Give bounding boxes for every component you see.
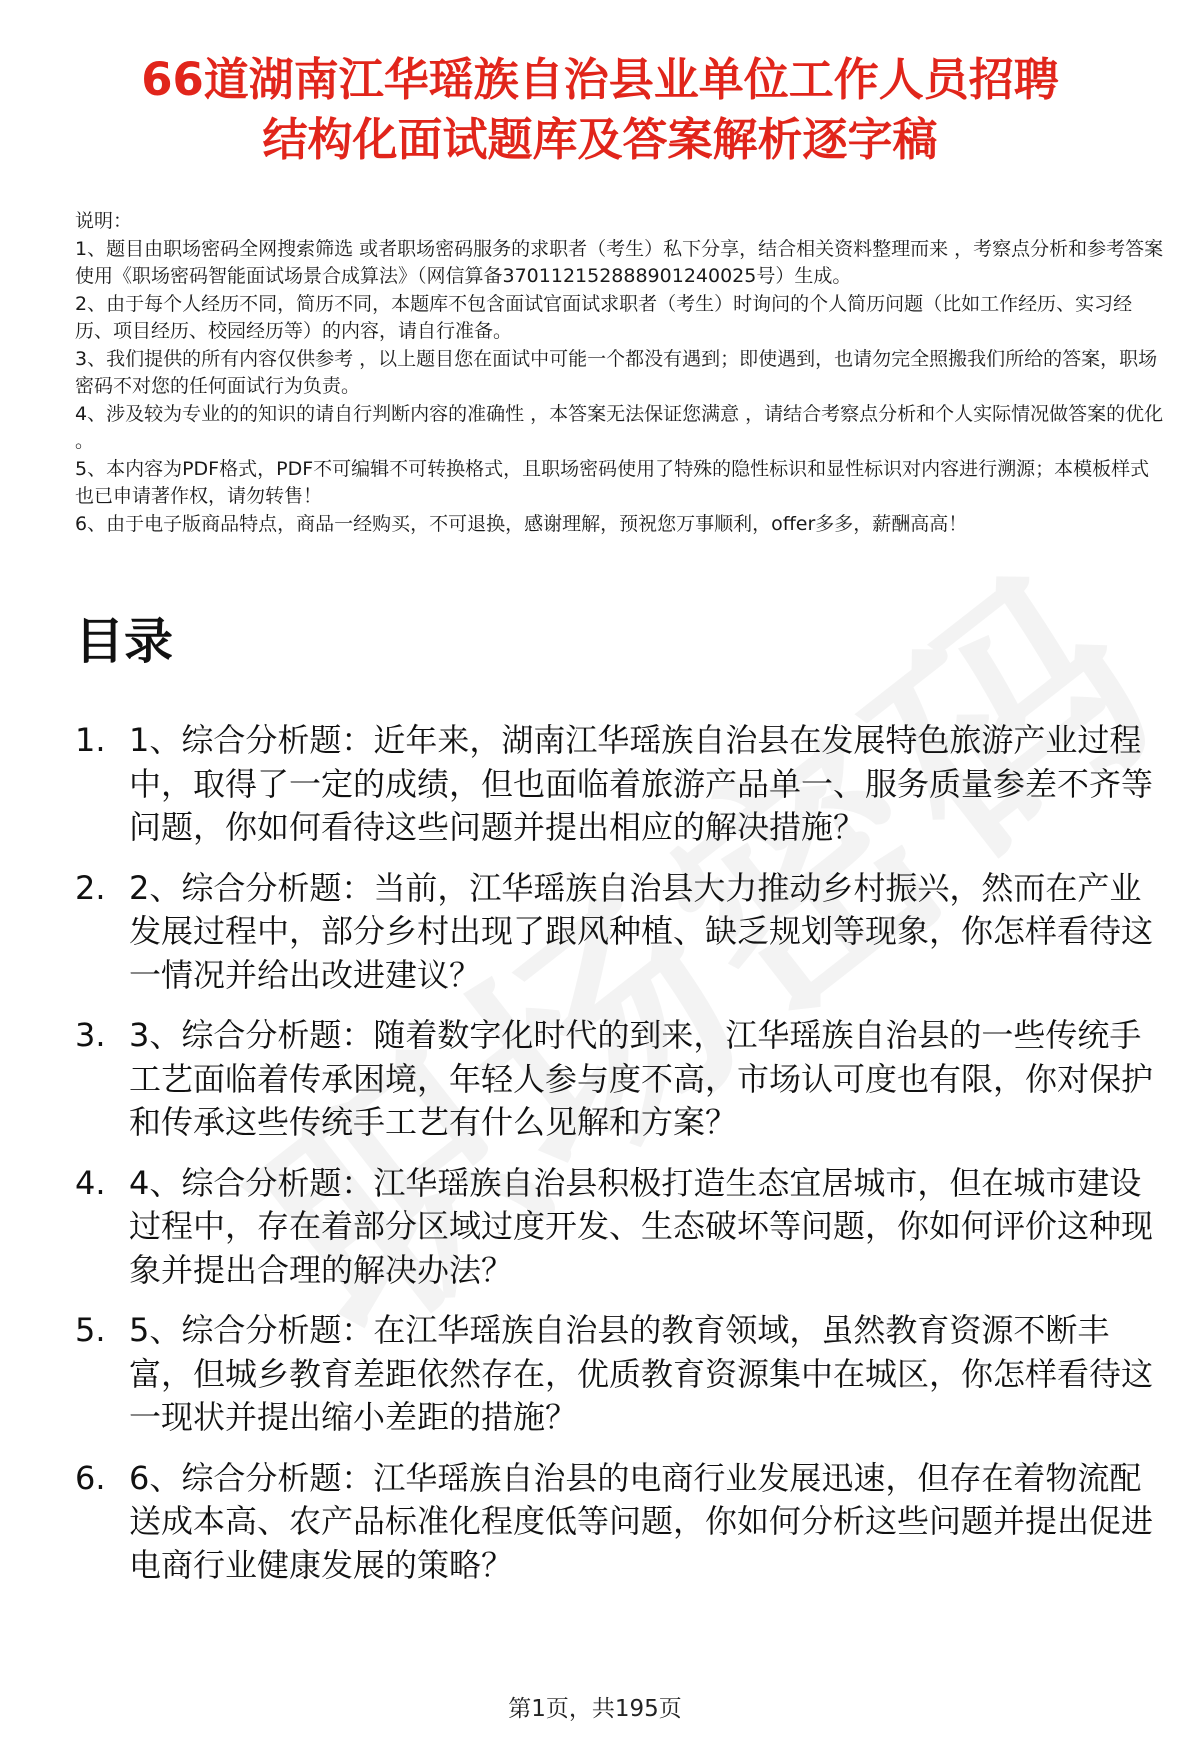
title-line-2: 结构化面试题库及答案解析逐字稿 (262, 113, 938, 166)
toc-list (75, 719, 1165, 1604)
toc-item[interactable] (75, 719, 1165, 850)
toc-heading: 目录 (75, 613, 174, 670)
page-number: 第1页，共195页 (508, 1696, 682, 1722)
toc-item-number: 2. (75, 868, 106, 907)
toc-item-text[interactable]: 3、综合分析题：随着数字化时代的到来，江华瑶族自治县的一些传统手工艺面临着传承困境，年轻人参与度不高，市场认可度也有限，你对保护和传承这些传统手工艺有什么见解和方案？ (129, 1016, 1154, 1141)
document-title (70, 50, 1130, 170)
notes-item: 6、由于电子版商品特点，商品一经购买，不可退换，感谢理解，预祝您万事顺利，offer多多，薪酬高高！ (75, 512, 968, 535)
toc-item[interactable] (75, 1014, 1165, 1145)
toc-item[interactable] (75, 1457, 1165, 1588)
notes-item: 4、涉及较为专业的的知识的请自行判断内容的准确性 ，本答案无法保证您满意 ，请结合考察点分析和个人实际情况做答案的优化 。 (75, 402, 1164, 452)
toc-item-number: 4. (75, 1163, 106, 1202)
notes-item: 3、我们提供的所有内容仅供参考 ，以上题目您在面试中可能一个都没有遇到；即使遇到，也请勿完全照搬我们所给的答案，职场密码不对您的任何面试行为负责。 (75, 347, 1158, 397)
toc-item[interactable] (75, 1162, 1165, 1293)
toc-item[interactable] (75, 1309, 1165, 1440)
toc-item-text[interactable]: 5、综合分析题：在江华瑶族自治县的教育领域，虽然教育资源不断丰富，但城乡教育差距依然存在，优质教育资源集中在城区，你怎样看待这一现状并提出缩小差距的措施？ (129, 1311, 1154, 1436)
title-line-1: 66道湖南江华瑶族自治县业单位工作人员招聘 (141, 53, 1059, 106)
notes-item: 2、由于每个人经历不同，简历不同，本题库不包含面试官面试求职者（考生）时询问的个人简历问题（比如工作经历、实习经历、项目经历、校园经历等）的内容，请自行准备。 (75, 292, 1133, 342)
toc-item-text[interactable]: 6、综合分析题：江华瑶族自治县的电商行业发展迅速，但存在着物流配送成本高、农产品标准化程度低等问题，你如何分析这些问题并提出促进电商行业健康发展的策略？ (129, 1458, 1154, 1584)
toc-item-text[interactable]: 2、综合分析题：当前，江华瑶族自治县大力推动乡村振兴，然而在产业发展过程中，部分乡村出现了跟风种植、缺乏规划等现象，你怎样看待这一情况并给出改进建议？ (129, 868, 1154, 994)
toc-item-number: 6. (75, 1458, 106, 1497)
toc-item-text[interactable]: 1、综合分析题：近年来，湖南江华瑶族自治县在发展特色旅游产业过程中，取得了一定的成绩，但也面临着旅游产品单一、服务质量参差不齐等问题，你如何看待这些问题并提出相应的解决措施？ (129, 721, 1154, 846)
notes-section (75, 208, 1165, 538)
notes-item: 5、本内容为PDF格式，PDF不可编辑不可转换格式，且职场密码使用了特殊的隐性标识和显性标识对内容进行溯源；本模板样式也已申请著作权，请勿转售！ (75, 457, 1150, 507)
notes-heading: 说明： (75, 210, 133, 232)
notes-item: 1、题目由职场密码全网搜索筛选 或者职场密码服务的求职者（考生）私下分享，结合相关资料整理而来 ，考察点分析和参考答案使用《职场密码智能面试场景合成算法》（网信算备370112152888901240025号）生成。 (75, 237, 1164, 287)
toc-item-number: 3. (75, 1016, 106, 1054)
toc-item-number: 5. (75, 1311, 106, 1349)
toc-item-number: 1. (75, 721, 106, 759)
toc-item[interactable] (75, 867, 1165, 998)
toc-item-text[interactable]: 4、综合分析题：江华瑶族自治县积极打造生态宜居城市，但在城市建设过程中，存在着部分区域过度开发、生态破坏等问题，你如何评价这种现象并提出合理的解决办法？ (129, 1163, 1154, 1289)
